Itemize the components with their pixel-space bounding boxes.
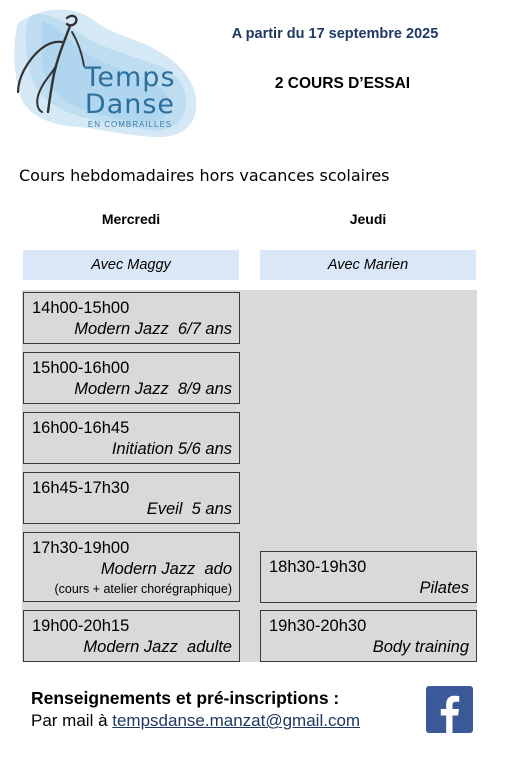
class-slot — [23, 292, 240, 344]
contact-line — [31, 711, 360, 731]
slot-course: Modern Jazz 6/7 ans — [74, 320, 232, 338]
day-header-wednesday: Mercredi — [101, 211, 161, 227]
slot-course: Modern Jazz adulte — [83, 638, 232, 656]
slot-time: 19h00-20h15 — [32, 617, 130, 635]
slot-time: 19h30-20h30 — [269, 617, 367, 635]
logo-line-1: Temps — [84, 62, 176, 93]
class-slot — [23, 352, 240, 404]
contact-prefix: Par mail à — [31, 711, 113, 730]
facebook-icon[interactable] — [426, 686, 473, 733]
slot-time: 16h45-17h30 — [32, 479, 130, 497]
slot-time: 14h00-15h00 — [32, 299, 130, 317]
class-slot — [23, 412, 240, 464]
class-slot — [23, 532, 240, 602]
logo-line-2: Danse — [84, 89, 176, 120]
slot-course: Modern Jazz 8/9 ans — [74, 380, 232, 398]
logo-line-3: EN COMBRAILLES — [87, 120, 173, 129]
slot-course: Pilates — [419, 579, 469, 597]
slot-time: 18h30-19h30 — [269, 558, 367, 576]
slot-course: Eveil 5 ans — [146, 500, 232, 518]
start-date: A partir du 17 septembre 2025 — [231, 26, 439, 42]
facebook-f-glyph — [426, 686, 473, 733]
email-link[interactable]: tempsdanse.manzat@gmail.com — [112, 711, 361, 730]
class-slot — [23, 610, 240, 662]
slot-time: 17h30-19h00 — [32, 539, 130, 557]
class-slot — [260, 551, 477, 603]
slot-time: 15h00-16h00 — [32, 359, 130, 377]
slot-course: Initiation 5/6 ans — [111, 440, 232, 458]
teacher-wednesday: Avec Maggy — [23, 250, 239, 280]
class-slot — [23, 472, 240, 524]
contact-title: Renseignements et pré-inscriptions : — [31, 688, 340, 708]
slot-time: 16h00-16h45 — [32, 419, 130, 437]
class-slot — [260, 610, 477, 662]
slot-note: (cours + atelier chorégraphique) — [54, 582, 232, 596]
trial-offer: 2 COURS D’ESSAI — [274, 75, 411, 92]
day-header-thursday: Jeudi — [349, 211, 387, 227]
slot-course: Modern Jazz ado — [100, 560, 232, 578]
teacher-thursday: Avec Marien — [260, 250, 476, 280]
schedule-subtitle: Cours hebdomadaires hors vacances scolaires — [19, 166, 390, 185]
logo — [60, 64, 200, 129]
slot-course: Body training — [372, 638, 469, 656]
